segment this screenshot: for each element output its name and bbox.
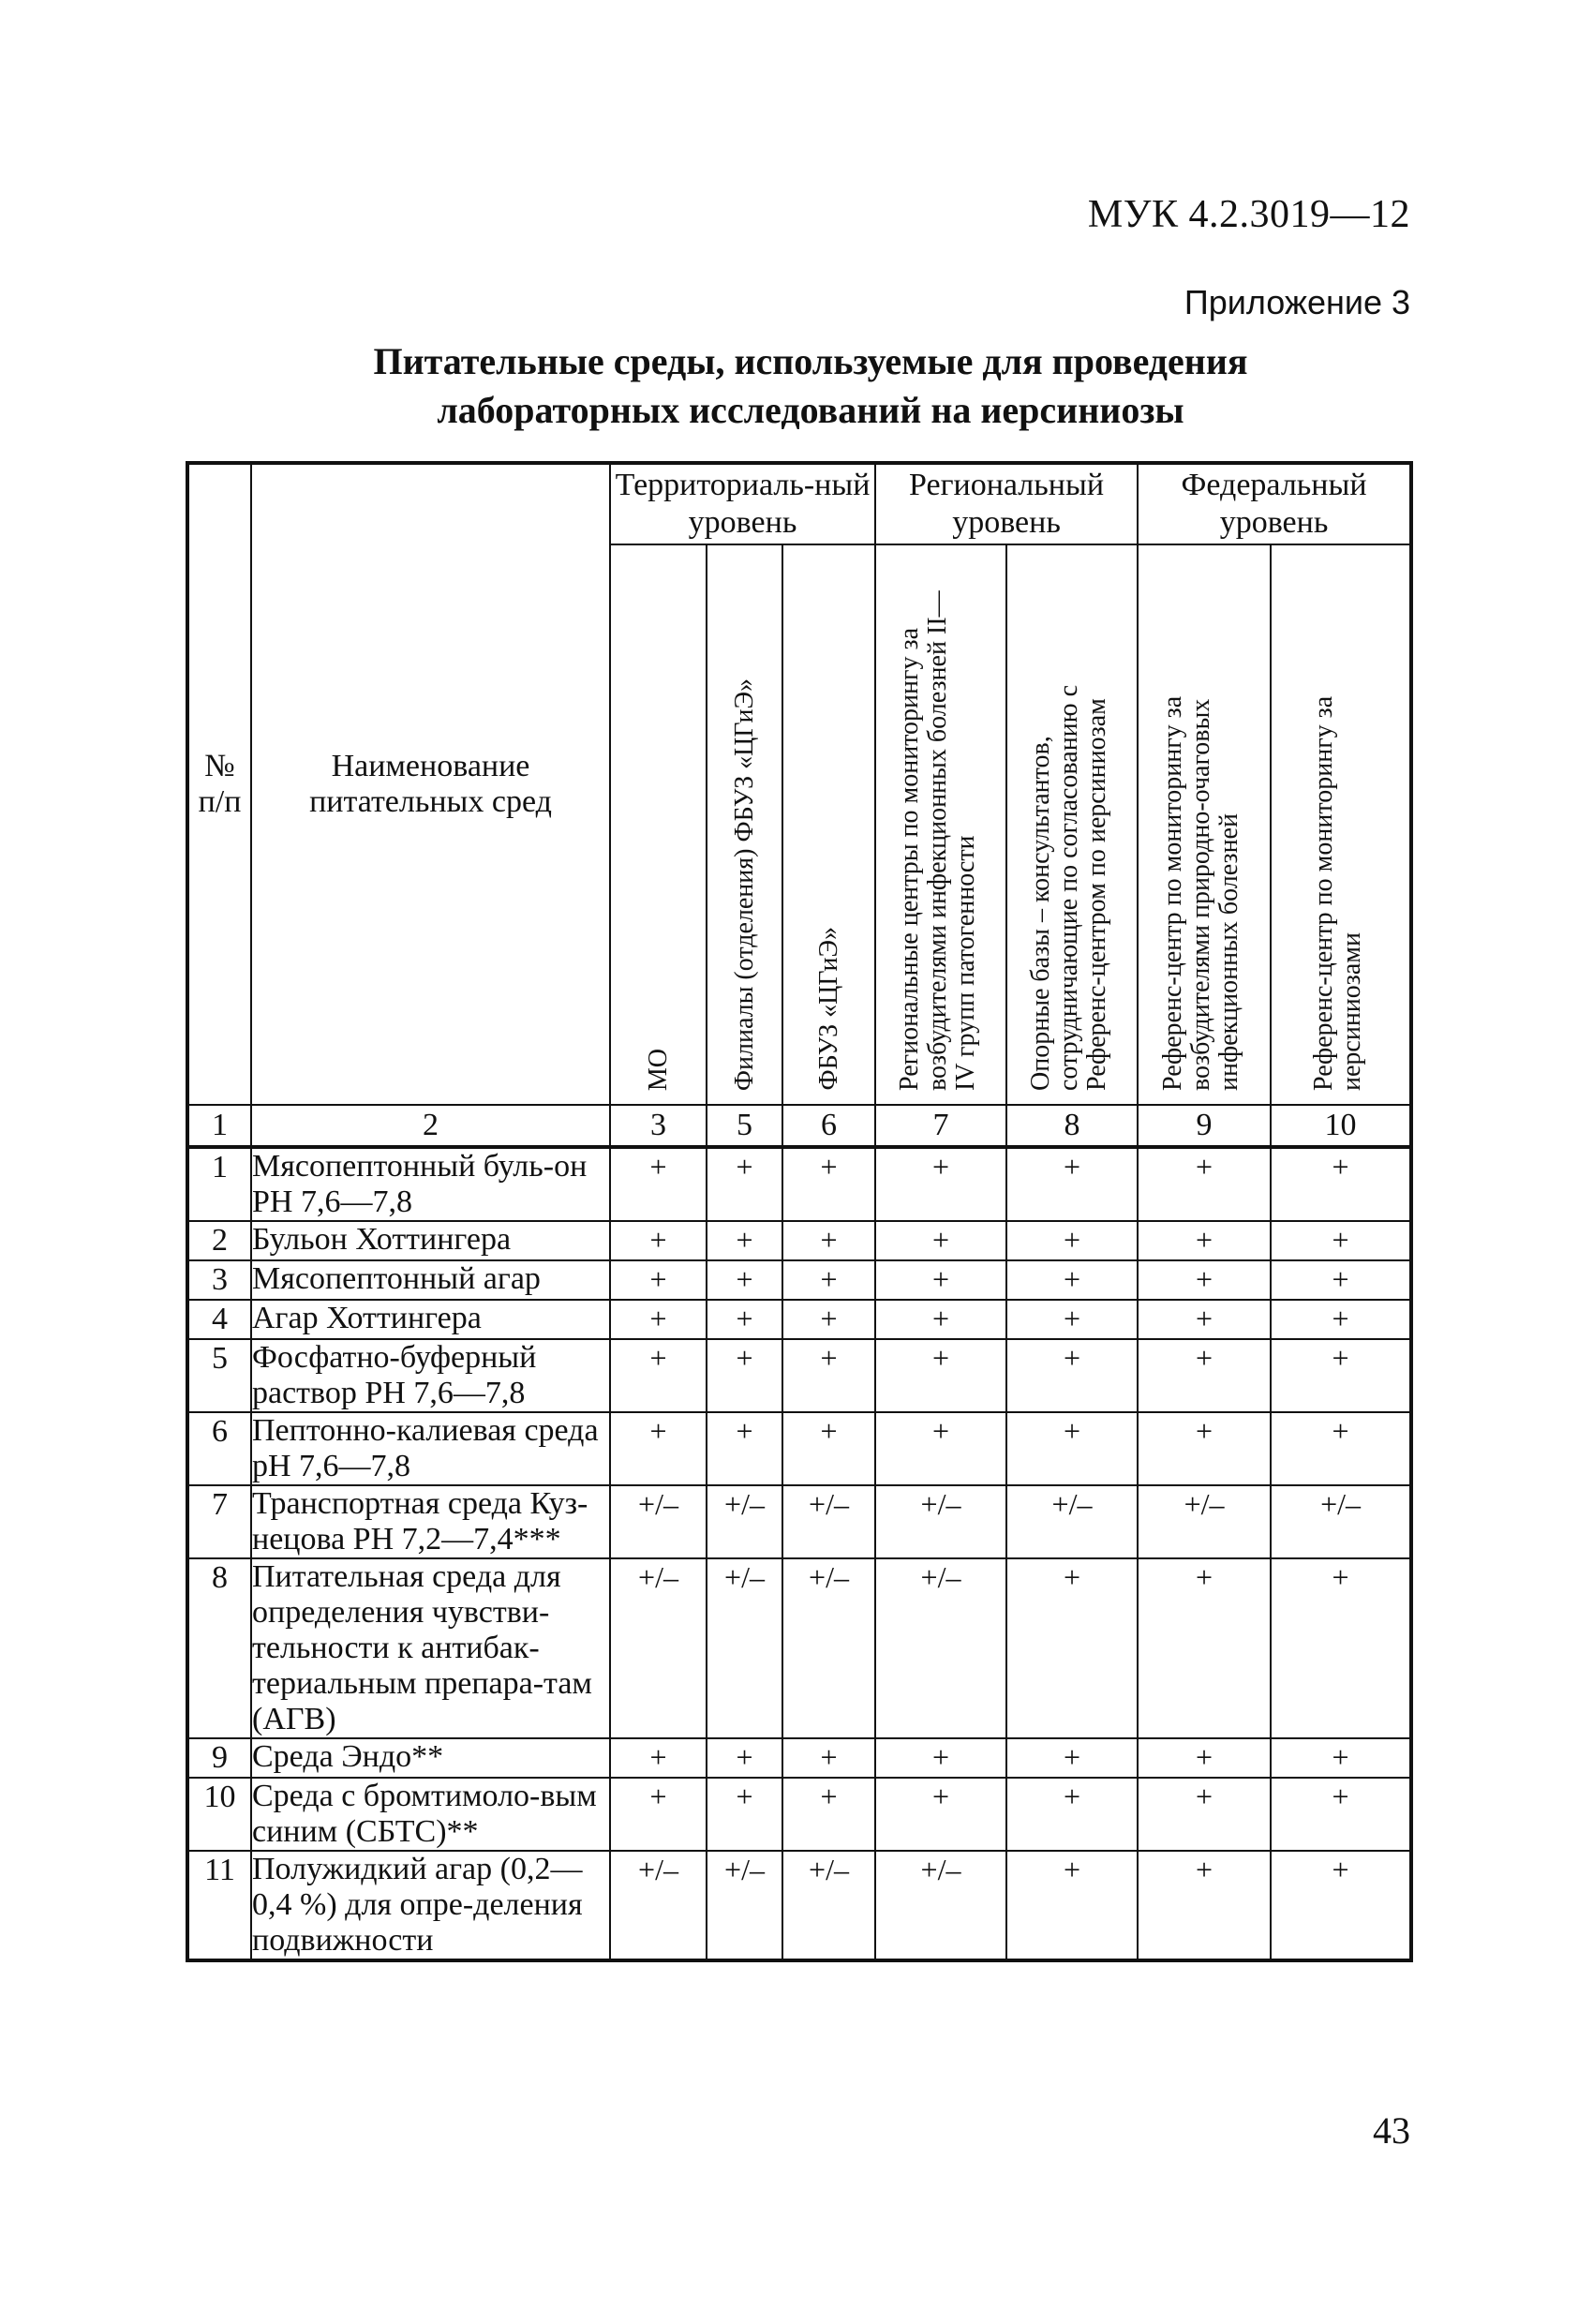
availability-mark: + [875,1412,1006,1485]
availability-mark: + [610,1300,707,1339]
col-name-header: Наименование питательных сред [251,463,610,1105]
row-number: 9 [187,1738,251,1778]
availability-mark: + [875,1738,1006,1778]
availability-mark: + [707,1260,782,1300]
document-code: МУК 4.2.3019—12 [1087,193,1410,236]
col-number-cell: 6 [782,1105,875,1147]
availability-mark: + [1271,1558,1411,1738]
availability-mark: + [1006,1558,1138,1738]
availability-mark: + [1006,1339,1138,1412]
table-title [281,337,1340,435]
availability-mark: + [782,1339,875,1412]
row-number: 3 [187,1260,251,1300]
availability-mark: + [610,1412,707,1485]
availability-mark: + [1138,1260,1271,1300]
table-row [187,1260,1411,1300]
availability-mark: +/– [707,1851,782,1960]
availability-mark: + [1271,1300,1411,1339]
availability-mark: + [707,1339,782,1412]
availability-mark: +/– [875,1485,1006,1558]
col-header-regional-centers [875,544,1006,1105]
col-header-mo [610,544,707,1105]
medium-name: Пептонно-калиевая среда рН 7,6—7,8 [251,1412,610,1485]
availability-mark: + [610,1221,707,1260]
availability-mark: + [1271,1412,1411,1485]
table-row [187,1851,1411,1960]
availability-mark: + [707,1778,782,1851]
col-header-base-consultants [1006,544,1138,1105]
col-number-header: № п/п [187,463,251,1105]
col-number-cell: 1 [187,1105,251,1147]
availability-mark: +/– [610,1851,707,1960]
medium-name: Мясопептонный агар [251,1260,610,1300]
availability-mark: + [875,1339,1006,1412]
availability-mark: + [707,1738,782,1778]
title-line-1: Питательные среды, используемые для проведения [373,340,1248,382]
col-number-cell: 8 [1006,1105,1138,1147]
col-number-cell: 3 [610,1105,707,1147]
availability-mark: + [1006,1260,1138,1300]
medium-name: Бульон Хоттингера [251,1221,610,1260]
medium-name: Среда с бромтимоло-вым синим (СБТС)** [251,1778,610,1851]
medium-name: Агар Хоттингера [251,1300,610,1339]
medium-name: Транспортная среда Куз-нецова РН 7,2—7,4*** [251,1485,610,1558]
col-number-cell: 5 [707,1105,782,1147]
availability-mark: +/– [610,1558,707,1738]
availability-mark: +/– [707,1558,782,1738]
availability-mark: + [1138,1339,1271,1412]
availability-mark: + [782,1778,875,1851]
col-header-label: ФБУЗ «ЦГиЭ» [813,927,843,1091]
availability-mark: +/– [707,1485,782,1558]
availability-mark: + [875,1300,1006,1339]
availability-mark: +/– [610,1485,707,1558]
availability-mark: + [875,1147,1006,1221]
availability-mark: + [707,1300,782,1339]
availability-mark: + [1271,1147,1411,1221]
availability-mark: + [610,1147,707,1221]
availability-mark: + [1271,1778,1411,1851]
availability-mark: + [875,1778,1006,1851]
row-number: 6 [187,1412,251,1485]
availability-mark: + [1006,1412,1138,1485]
availability-mark: +/– [1271,1485,1411,1558]
medium-name: Полужидкий агар (0,2—0,4 %) для опре-деления подвижности [251,1851,610,1960]
medium-name: Фосфатно-буферный раствор РН 7,6—7,8 [251,1339,610,1412]
table-row [187,1778,1411,1851]
availability-mark: + [1006,1778,1138,1851]
availability-mark: +/– [875,1851,1006,1960]
availability-mark: + [610,1738,707,1778]
row-number: 2 [187,1221,251,1260]
availability-mark: + [610,1339,707,1412]
table-row [187,1412,1411,1485]
col-header-reference-natural-focal [1138,544,1271,1105]
availability-mark: + [1138,1300,1271,1339]
col-header-label: Филиалы (отделения) ФБУЗ «ЦГиЭ» [729,678,759,1091]
col-header-label: Опорные базы – консультантов, сотрудничающие по согласованию с Референс-центром по иерсиниозам [1026,684,1112,1091]
table-row [187,1738,1411,1778]
row-number: 11 [187,1851,251,1960]
availability-mark: + [1271,1851,1411,1960]
col-header-label: Референс-центр по мониторингу за возбудителями природно-очаговых инфекционных болезней [1158,695,1244,1091]
availability-mark: +/– [875,1558,1006,1738]
row-number: 1 [187,1147,251,1221]
col-number-cell: 2 [251,1105,610,1147]
row-number: 5 [187,1339,251,1412]
availability-mark: + [782,1260,875,1300]
availability-mark: +/– [782,1558,875,1738]
availability-mark: + [1006,1300,1138,1339]
availability-mark: + [782,1300,875,1339]
availability-mark: + [1006,1221,1138,1260]
availability-mark: + [1006,1147,1138,1221]
table-row [187,1221,1411,1260]
col-header-label: Региональные центры по мониторингу за возбудителями инфекционных болезней II—IV групп патогенности [895,590,981,1091]
availability-mark: + [610,1260,707,1300]
availability-mark: +/– [782,1851,875,1960]
row-number: 8 [187,1558,251,1738]
medium-name: Среда Эндо** [251,1738,610,1778]
availability-mark: + [1138,1558,1271,1738]
row-number: 7 [187,1485,251,1558]
availability-mark: + [1138,1738,1271,1778]
availability-mark: + [1271,1260,1411,1300]
nutrient-media-table [186,461,1413,1962]
availability-mark: + [782,1412,875,1485]
availability-mark: + [707,1147,782,1221]
availability-mark: + [1271,1339,1411,1412]
availability-mark: + [610,1778,707,1851]
availability-mark: + [1138,1147,1271,1221]
col-number-cell: 10 [1271,1105,1411,1147]
availability-mark: + [1006,1851,1138,1960]
availability-mark: + [1138,1221,1271,1260]
table-row [187,1485,1411,1558]
table-row [187,1558,1411,1738]
group-regional-level: Региональный уровень [875,463,1138,544]
col-header-reference-yersiniosis [1271,544,1411,1105]
table-row [187,1339,1411,1412]
availability-mark: + [1138,1851,1271,1960]
col-header-label: МО [643,1048,673,1091]
col-header-label: Референс-центр по мониторингу за иерсиниозами [1308,695,1366,1091]
col-number-cell: 7 [875,1105,1006,1147]
availability-mark: + [782,1147,875,1221]
availability-mark: + [1271,1738,1411,1778]
row-number: 10 [187,1778,251,1851]
table-row [187,1147,1411,1221]
col-number-cell: 9 [1138,1105,1271,1147]
availability-mark: + [1138,1412,1271,1485]
medium-name: Питательная среда для определения чувстви-тельности к антибак-териальным препара-там (АГВ) [251,1558,610,1738]
availability-mark: +/– [782,1485,875,1558]
availability-mark: + [707,1412,782,1485]
availability-mark: + [1138,1778,1271,1851]
availability-mark: + [1271,1221,1411,1260]
col-header-fbuz [782,544,875,1105]
availability-mark: +/– [1138,1485,1271,1558]
table-row [187,1300,1411,1339]
availability-mark: + [875,1260,1006,1300]
title-line-2: лабораторных исследований на иерсиниозы [437,389,1184,431]
availability-mark: + [707,1221,782,1260]
availability-mark: + [782,1738,875,1778]
page-number: 43 [1373,2109,1410,2152]
availability-mark: +/– [1006,1485,1138,1558]
group-territorial-level: Территориаль-ный уровень [610,463,875,544]
availability-mark: + [875,1221,1006,1260]
col-header-branches [707,544,782,1105]
row-number: 4 [187,1300,251,1339]
availability-mark: + [782,1221,875,1260]
group-federal-level: Федеральный уровень [1138,463,1411,544]
medium-name: Мясопептонный буль-он РН 7,6—7,8 [251,1147,610,1221]
appendix-label: Приложение 3 [1184,283,1410,321]
availability-mark: + [1006,1738,1138,1778]
